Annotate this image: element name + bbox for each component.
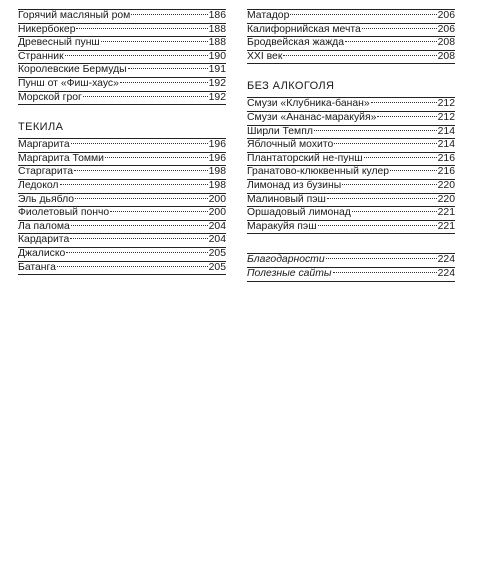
toc-entry[interactable] — [18, 262, 226, 276]
toc-entry[interactable] — [18, 166, 226, 180]
toc-entry[interactable] — [18, 194, 226, 208]
section-heading-non-alcoholic: БЕЗ АЛКОГОЛЯ — [247, 80, 335, 93]
entry-title: Ширли Темпл — [247, 125, 313, 137]
toc-entry[interactable] — [247, 98, 455, 112]
entry-title: Матадор — [247, 10, 290, 21]
toc-list-non-alcoholic — [247, 97, 455, 234]
entry-title: Смузи «Ананас-маракуйя» — [247, 111, 377, 123]
dot-leader — [290, 14, 436, 15]
entry-title: Лимонад из бузины — [247, 179, 342, 191]
toc-list-tequila-continued — [247, 9, 455, 64]
entry-page: 224 — [437, 254, 455, 266]
toc-entry[interactable] — [18, 234, 226, 248]
entry-page: 192 — [208, 77, 226, 89]
entry-page: 190 — [208, 50, 226, 62]
dot-leader — [60, 184, 208, 185]
toc-list-back-matter — [247, 253, 455, 281]
entry-title: Фиолетовый пончо — [18, 207, 110, 219]
entry-page: 221 — [437, 220, 455, 232]
entry-page: 224 — [437, 267, 455, 279]
entry-page: 186 — [208, 10, 226, 21]
dot-leader — [105, 157, 208, 158]
toc-entry[interactable] — [18, 10, 226, 24]
entry-title: XXI век — [247, 50, 283, 62]
toc-entry[interactable] — [18, 92, 226, 106]
toc-entry[interactable] — [18, 24, 226, 38]
toc-list-tequila — [18, 138, 226, 275]
toc-entry[interactable] — [247, 112, 455, 126]
entry-page: 191 — [208, 64, 226, 76]
entry-title: Оршадовый лимонад — [247, 207, 351, 219]
entry-title: Странник — [18, 50, 64, 62]
dot-leader — [377, 116, 436, 117]
entry-title: Калифорнийская мечта — [247, 23, 361, 35]
entry-title: Гранатово-клюквенный кулер — [247, 166, 390, 178]
dot-leader — [390, 170, 437, 171]
entry-title: Маракуйя пэш — [247, 220, 317, 232]
toc-entry[interactable] — [247, 194, 455, 208]
entry-page: 216 — [437, 152, 455, 164]
entry-page: 205 — [208, 261, 226, 273]
toc-entry[interactable] — [247, 153, 455, 167]
entry-title: Эль дьябло — [18, 193, 75, 205]
dot-leader — [83, 96, 208, 97]
dot-leader — [314, 130, 437, 131]
entry-page: 204 — [208, 234, 226, 246]
entry-page: 214 — [437, 139, 455, 151]
entry-page: 208 — [437, 37, 455, 49]
toc-entry[interactable] — [247, 268, 455, 282]
entry-page: 206 — [437, 23, 455, 35]
toc-entry[interactable] — [18, 221, 226, 235]
toc-right-column — [247, 9, 455, 282]
dot-leader — [334, 143, 436, 144]
dot-leader — [57, 266, 208, 267]
dot-leader — [75, 198, 208, 199]
entry-page: 216 — [437, 166, 455, 178]
entry-title: Полезные сайты — [247, 267, 332, 279]
dot-leader — [371, 102, 437, 103]
toc-entry[interactable] — [18, 248, 226, 262]
section-spacer — [247, 234, 455, 253]
entry-page: 212 — [437, 98, 455, 110]
entry-title: Яблочный мохито — [247, 139, 334, 151]
dot-leader — [71, 225, 208, 226]
toc-entry[interactable] — [18, 51, 226, 65]
toc-entry[interactable] — [18, 180, 226, 194]
toc-left-column — [18, 9, 226, 275]
dot-leader — [362, 28, 437, 29]
entry-title: Старгарита — [18, 166, 74, 178]
entry-page: 200 — [208, 193, 226, 205]
dot-leader — [283, 55, 436, 56]
entry-title: Батанга — [18, 261, 56, 273]
dot-leader — [131, 14, 207, 15]
dot-leader — [76, 28, 207, 29]
entry-page: 205 — [208, 247, 226, 259]
entry-page: 220 — [437, 179, 455, 191]
dot-leader — [70, 238, 207, 239]
toc-entry[interactable] — [18, 37, 226, 51]
entry-page: 192 — [208, 91, 226, 103]
toc-entry[interactable] — [247, 37, 455, 51]
dot-leader — [342, 184, 436, 185]
toc-entry[interactable] — [247, 139, 455, 153]
toc-entry[interactable] — [247, 166, 455, 180]
entry-title: Маргарита — [18, 139, 70, 151]
entry-title: Ледокол — [18, 179, 59, 191]
dot-leader — [65, 55, 208, 56]
dot-leader — [74, 170, 208, 171]
dot-leader — [333, 272, 437, 273]
dot-leader — [66, 252, 207, 253]
entry-title: Бродвейская жажда — [247, 37, 344, 49]
dot-leader — [101, 41, 208, 42]
entry-page: 221 — [437, 207, 455, 219]
entry-title: Джалиско — [18, 247, 66, 259]
entry-page: 198 — [208, 179, 226, 191]
dot-leader — [345, 41, 437, 42]
toc-entry[interactable] — [18, 64, 226, 78]
dot-leader — [326, 258, 437, 259]
dot-leader — [110, 211, 207, 212]
toc-entry[interactable] — [247, 51, 455, 65]
toc-entry[interactable] — [247, 180, 455, 194]
entry-title: Никербокер — [18, 23, 76, 35]
toc-list-rum-continued — [18, 9, 226, 105]
entry-title: Плантаторский не-пунш — [247, 152, 363, 164]
toc-entry[interactable] — [18, 78, 226, 92]
toc-entry[interactable] — [247, 10, 455, 24]
entry-page: 214 — [437, 125, 455, 137]
entry-title: Маргарита Томми — [18, 152, 104, 164]
toc-entry[interactable] — [247, 126, 455, 140]
entry-title: Малиновый пэш — [247, 193, 326, 205]
toc-entry[interactable] — [18, 153, 226, 167]
entry-page: 212 — [437, 111, 455, 123]
dot-leader — [71, 143, 208, 144]
toc-entry[interactable] — [247, 254, 455, 268]
entry-page: 198 — [208, 166, 226, 178]
dot-leader — [327, 198, 437, 199]
dot-leader — [352, 211, 437, 212]
entry-page: 196 — [208, 152, 226, 164]
entry-title: Горячий масляный ром — [18, 10, 131, 21]
toc-entry[interactable] — [18, 207, 226, 221]
entry-page: 208 — [437, 50, 455, 62]
dot-leader — [128, 68, 208, 69]
entry-page: 204 — [208, 220, 226, 232]
section-heading-tequila: ТЕКИЛА — [18, 121, 64, 134]
dot-leader — [364, 157, 437, 158]
toc-entry[interactable] — [247, 207, 455, 221]
dot-leader — [318, 225, 437, 226]
entry-page: 206 — [437, 10, 455, 21]
toc-entry[interactable] — [247, 24, 455, 38]
entry-page: 196 — [208, 139, 226, 151]
entry-page: 200 — [208, 207, 226, 219]
entry-title: Смузи «Клубника-банан» — [247, 98, 370, 110]
entry-title: Ла палома — [18, 220, 70, 232]
entry-title: Древесный пунш — [18, 37, 100, 49]
dot-leader — [120, 82, 208, 83]
entry-page: 188 — [208, 37, 226, 49]
entry-page: 220 — [437, 193, 455, 205]
entry-title: Благодарности — [247, 254, 325, 266]
entry-title: Кардарита — [18, 234, 70, 246]
toc-entry[interactable] — [247, 221, 455, 235]
entry-page: 188 — [208, 23, 226, 35]
entry-title: Королевские Бермуды — [18, 64, 127, 76]
toc-entry[interactable] — [18, 139, 226, 153]
entry-title: Морской грог — [18, 91, 82, 103]
entry-title: Пунш от «Фиш-хаус» — [18, 77, 119, 89]
